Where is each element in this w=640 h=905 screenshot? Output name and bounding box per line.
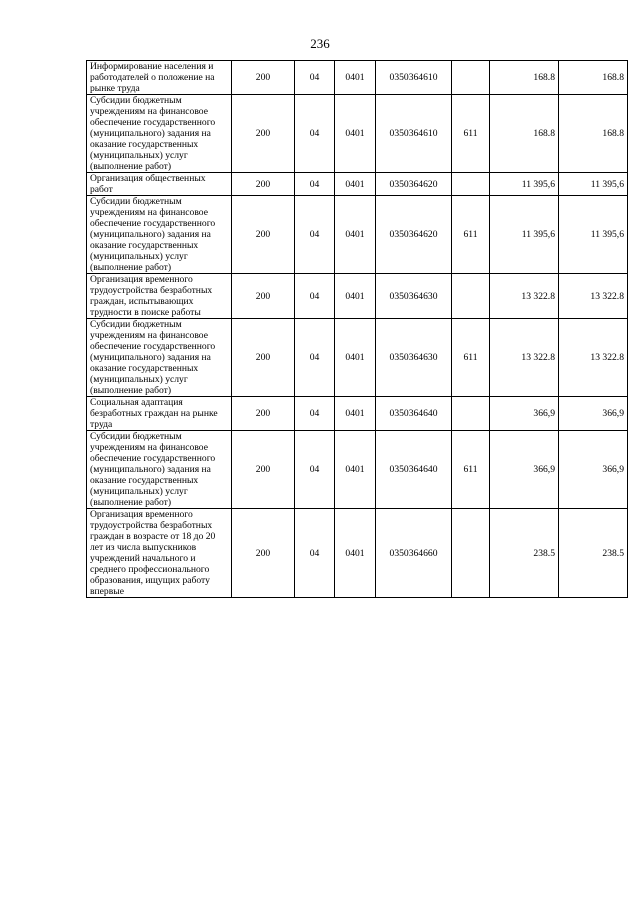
amount-1: 11 395,6 bbox=[490, 173, 559, 196]
row-name: Организация временного трудоустройства безработных граждан, испытывающих трудности в поиске работы bbox=[87, 274, 232, 319]
code-subsection: 0401 bbox=[335, 173, 376, 196]
code-target: 0350364610 bbox=[376, 95, 452, 173]
code-200: 200 bbox=[232, 196, 295, 274]
code-target: 0350364630 bbox=[376, 319, 452, 397]
code-target: 0350364640 bbox=[376, 431, 452, 509]
amount-1: 366,9 bbox=[490, 431, 559, 509]
table-row bbox=[87, 397, 628, 431]
code-target: 0350364620 bbox=[376, 196, 452, 274]
code-section: 04 bbox=[295, 95, 335, 173]
code-section: 04 bbox=[295, 274, 335, 319]
code-200: 200 bbox=[232, 274, 295, 319]
code-expense-type: 611 bbox=[452, 196, 490, 274]
code-expense-type bbox=[452, 61, 490, 95]
code-section: 04 bbox=[295, 61, 335, 95]
table-row bbox=[87, 431, 628, 509]
amount-1: 11 395,6 bbox=[490, 196, 559, 274]
code-section: 04 bbox=[295, 173, 335, 196]
code-section: 04 bbox=[295, 397, 335, 431]
row-name: Субсидии бюджетным учреждениям на финансовое обеспечение государственного (муниципального) задания на оказание государственных (муниципальных) услуг (выполнение работ) bbox=[87, 319, 232, 397]
code-200: 200 bbox=[232, 319, 295, 397]
code-subsection: 0401 bbox=[335, 397, 376, 431]
table-row bbox=[87, 61, 628, 95]
page-number: 236 bbox=[310, 36, 330, 51]
code-target: 0350364620 bbox=[376, 173, 452, 196]
amount-2: 366,9 bbox=[559, 397, 628, 431]
code-section: 04 bbox=[295, 196, 335, 274]
code-subsection: 0401 bbox=[335, 61, 376, 95]
code-expense-type: 611 bbox=[452, 319, 490, 397]
amount-1: 168.8 bbox=[490, 61, 559, 95]
amount-1: 168.8 bbox=[490, 95, 559, 173]
code-expense-type bbox=[452, 274, 490, 319]
table-row bbox=[87, 274, 628, 319]
amount-2: 168.8 bbox=[559, 95, 628, 173]
code-subsection: 0401 bbox=[335, 196, 376, 274]
code-200: 200 bbox=[232, 397, 295, 431]
row-name: Субсидии бюджетным учреждениям на финансовое обеспечение государственного (муниципального) задания на оказание государственных (муниципальных) услуг (выполнение работ) bbox=[87, 196, 232, 274]
amount-1: 238.5 bbox=[490, 509, 559, 598]
table-row bbox=[87, 196, 628, 274]
code-expense-type bbox=[452, 397, 490, 431]
code-section: 04 bbox=[295, 319, 335, 397]
row-name: Организация общественных работ bbox=[87, 173, 232, 196]
code-200: 200 bbox=[232, 509, 295, 598]
table-row bbox=[87, 95, 628, 173]
code-200: 200 bbox=[232, 95, 295, 173]
row-name: Социальная адаптация безработных граждан на рынке труда bbox=[87, 397, 232, 431]
code-section: 04 bbox=[295, 509, 335, 598]
amount-2: 238.5 bbox=[559, 509, 628, 598]
row-name: Субсидии бюджетным учреждениям на финансовое обеспечение государственного (муниципального) задания на оказание государственных (муниципальных) услуг (выполнение работ) bbox=[87, 95, 232, 173]
amount-1: 13 322.8 bbox=[490, 319, 559, 397]
code-target: 0350364640 bbox=[376, 397, 452, 431]
row-name: Информирование населения и работодателей о положение на рынке труда bbox=[87, 61, 232, 95]
amount-1: 366,9 bbox=[490, 397, 559, 431]
amount-2: 168.8 bbox=[559, 61, 628, 95]
code-expense-type: 611 bbox=[452, 95, 490, 173]
code-expense-type bbox=[452, 509, 490, 598]
table-row bbox=[87, 509, 628, 598]
budget-table bbox=[86, 60, 628, 598]
table-row bbox=[87, 319, 628, 397]
code-200: 200 bbox=[232, 431, 295, 509]
amount-2: 13 322.8 bbox=[559, 274, 628, 319]
row-name: Субсидии бюджетным учреждениям на финансовое обеспечение государственного (муниципального) задания на оказание государственных (муниципальных) услуг (выполнение работ) bbox=[87, 431, 232, 509]
row-name: Организация временного трудоустройства безработных граждан в возрасте от 18 до 20 лет из числа выпускников учреждений начального и среднего профессионального образования, ищущих работу впервые bbox=[87, 509, 232, 598]
code-section: 04 bbox=[295, 431, 335, 509]
code-expense-type bbox=[452, 173, 490, 196]
code-target: 0350364630 bbox=[376, 274, 452, 319]
code-subsection: 0401 bbox=[335, 274, 376, 319]
code-subsection: 0401 bbox=[335, 95, 376, 173]
code-subsection: 0401 bbox=[335, 509, 376, 598]
amount-1: 13 322.8 bbox=[490, 274, 559, 319]
code-subsection: 0401 bbox=[335, 431, 376, 509]
code-200: 200 bbox=[232, 173, 295, 196]
amount-2: 366,9 bbox=[559, 431, 628, 509]
amount-2: 11 395,6 bbox=[559, 196, 628, 274]
code-expense-type: 611 bbox=[452, 431, 490, 509]
code-subsection: 0401 bbox=[335, 319, 376, 397]
amount-2: 11 395,6 bbox=[559, 173, 628, 196]
amount-2: 13 322.8 bbox=[559, 319, 628, 397]
table-row bbox=[87, 173, 628, 196]
code-200: 200 bbox=[232, 61, 295, 95]
code-target: 0350364610 bbox=[376, 61, 452, 95]
code-target: 0350364660 bbox=[376, 509, 452, 598]
